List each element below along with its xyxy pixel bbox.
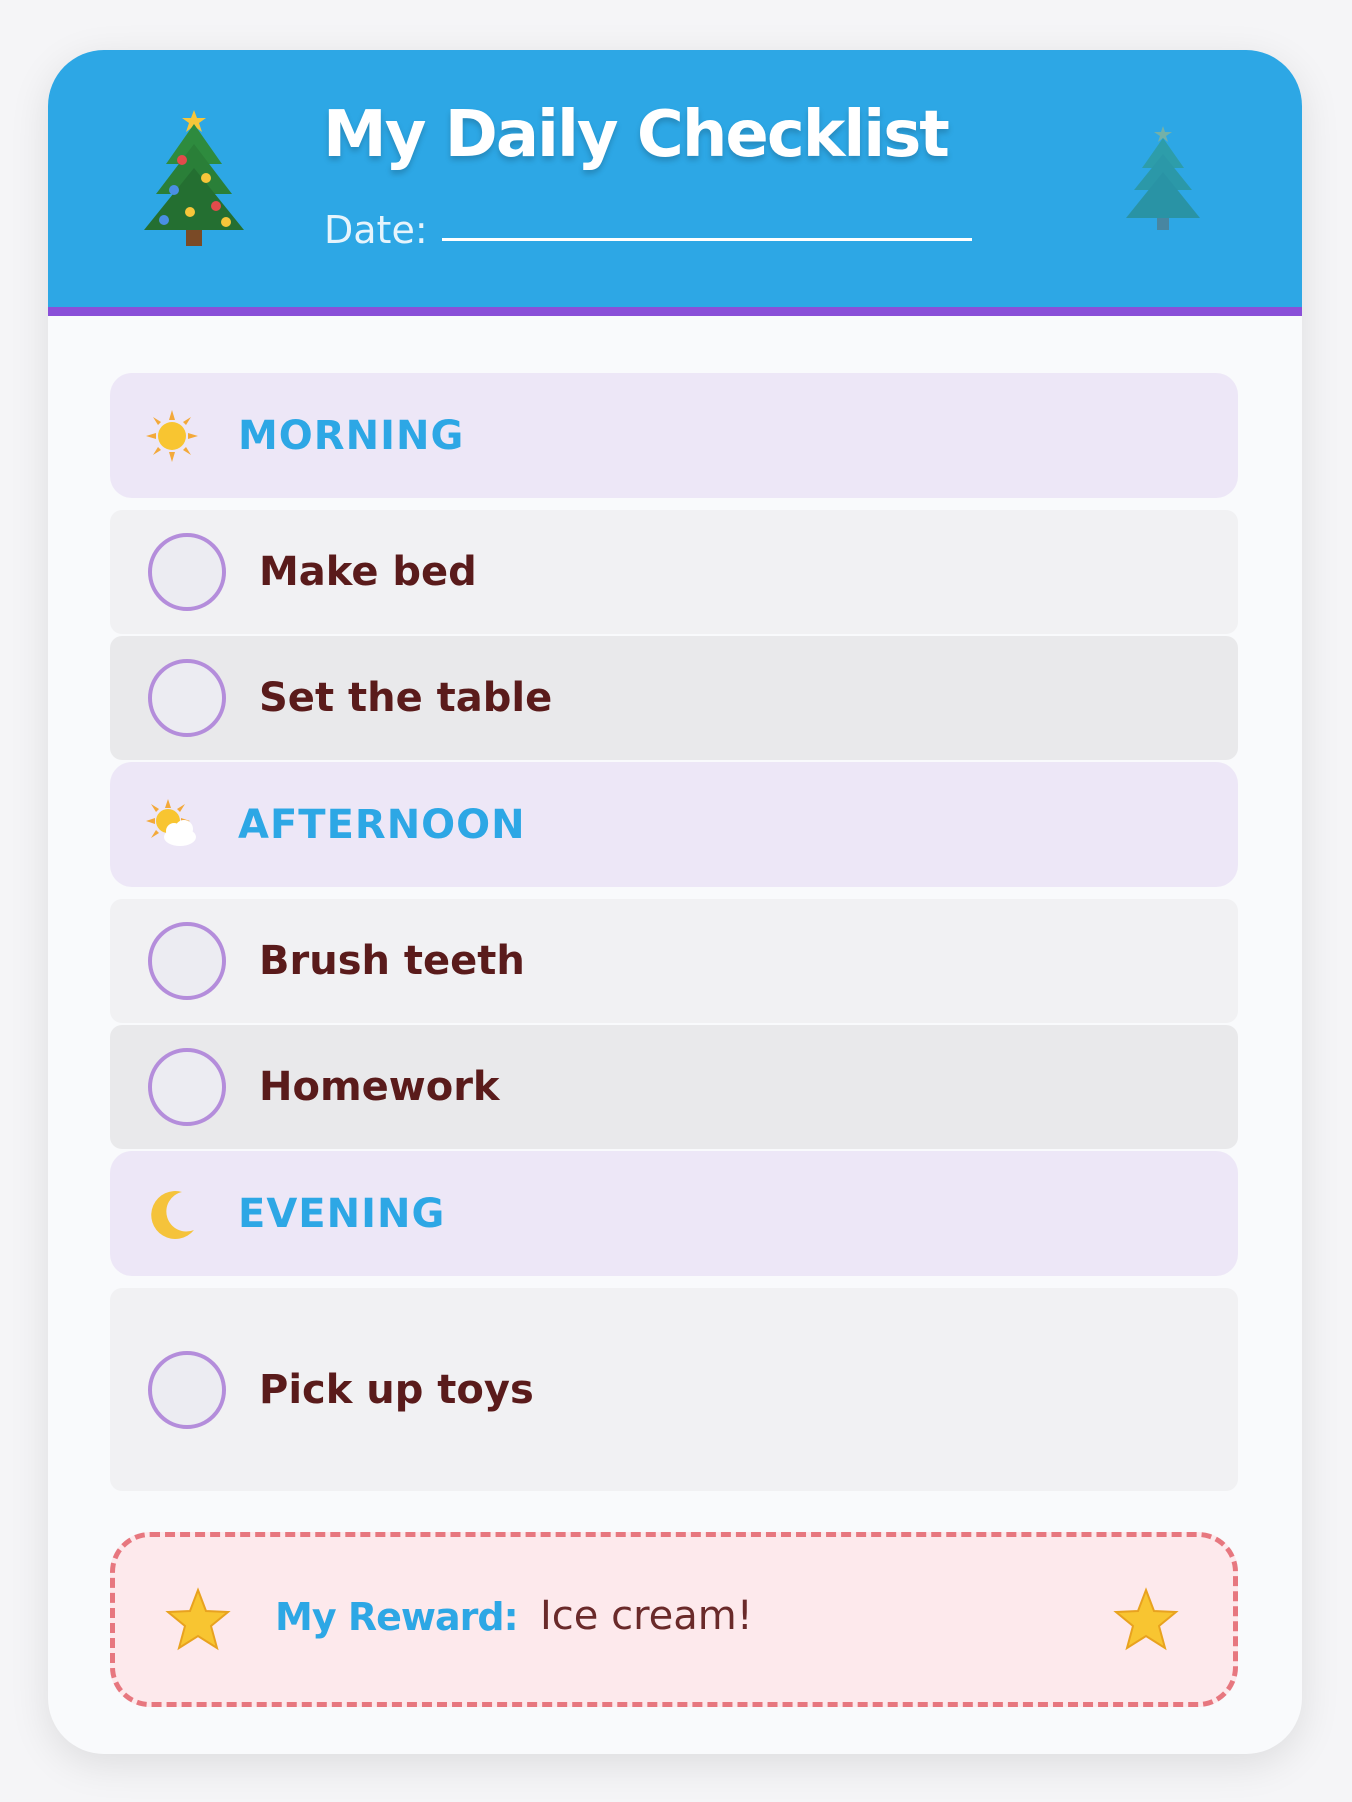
task-checkbox[interactable] <box>148 533 226 611</box>
task-checkbox[interactable] <box>148 1048 226 1126</box>
header <box>48 50 1302 316</box>
christmas-tree-icon <box>134 102 254 252</box>
task-brush-teeth[interactable] <box>110 899 1238 1023</box>
date-blank-line[interactable] <box>442 238 972 241</box>
task-label: Brush teeth <box>259 938 525 984</box>
reward-value[interactable]: Ice cream! <box>540 1593 753 1639</box>
task-checkbox[interactable] <box>148 659 226 737</box>
date-field[interactable] <box>324 208 972 252</box>
section-label: AFTERNOON <box>238 801 526 848</box>
section-label: EVENING <box>238 1190 446 1237</box>
task-make-bed[interactable] <box>110 510 1238 634</box>
page-title: My Daily Checklist <box>323 98 948 172</box>
christmas-tree-icon <box>1118 122 1208 234</box>
sun-icon <box>144 408 200 464</box>
task-set-the-table[interactable] <box>110 636 1238 760</box>
section-morning <box>110 373 1238 498</box>
task-homework[interactable] <box>110 1025 1238 1149</box>
task-checkbox[interactable] <box>148 1351 226 1429</box>
star-icon <box>1113 1587 1179 1653</box>
task-label: Homework <box>259 1064 500 1110</box>
crescent-moon-icon <box>144 1186 200 1242</box>
section-label: MORNING <box>238 412 465 459</box>
task-label: Pick up toys <box>259 1366 534 1413</box>
star-icon <box>165 1587 231 1653</box>
task-checkbox[interactable] <box>148 922 226 1000</box>
checklist <box>110 373 1238 1491</box>
date-label: Date: <box>324 208 428 252</box>
sun-behind-cloud-icon <box>144 797 200 853</box>
reward-label: My Reward: <box>275 1595 518 1639</box>
task-label: Set the table <box>259 675 553 721</box>
section-afternoon <box>110 762 1238 887</box>
checklist-card <box>48 50 1302 1754</box>
task-pick-up-toys[interactable] <box>110 1288 1238 1491</box>
reward-box <box>110 1532 1238 1707</box>
task-label: Make bed <box>259 549 477 595</box>
section-evening <box>110 1151 1238 1276</box>
